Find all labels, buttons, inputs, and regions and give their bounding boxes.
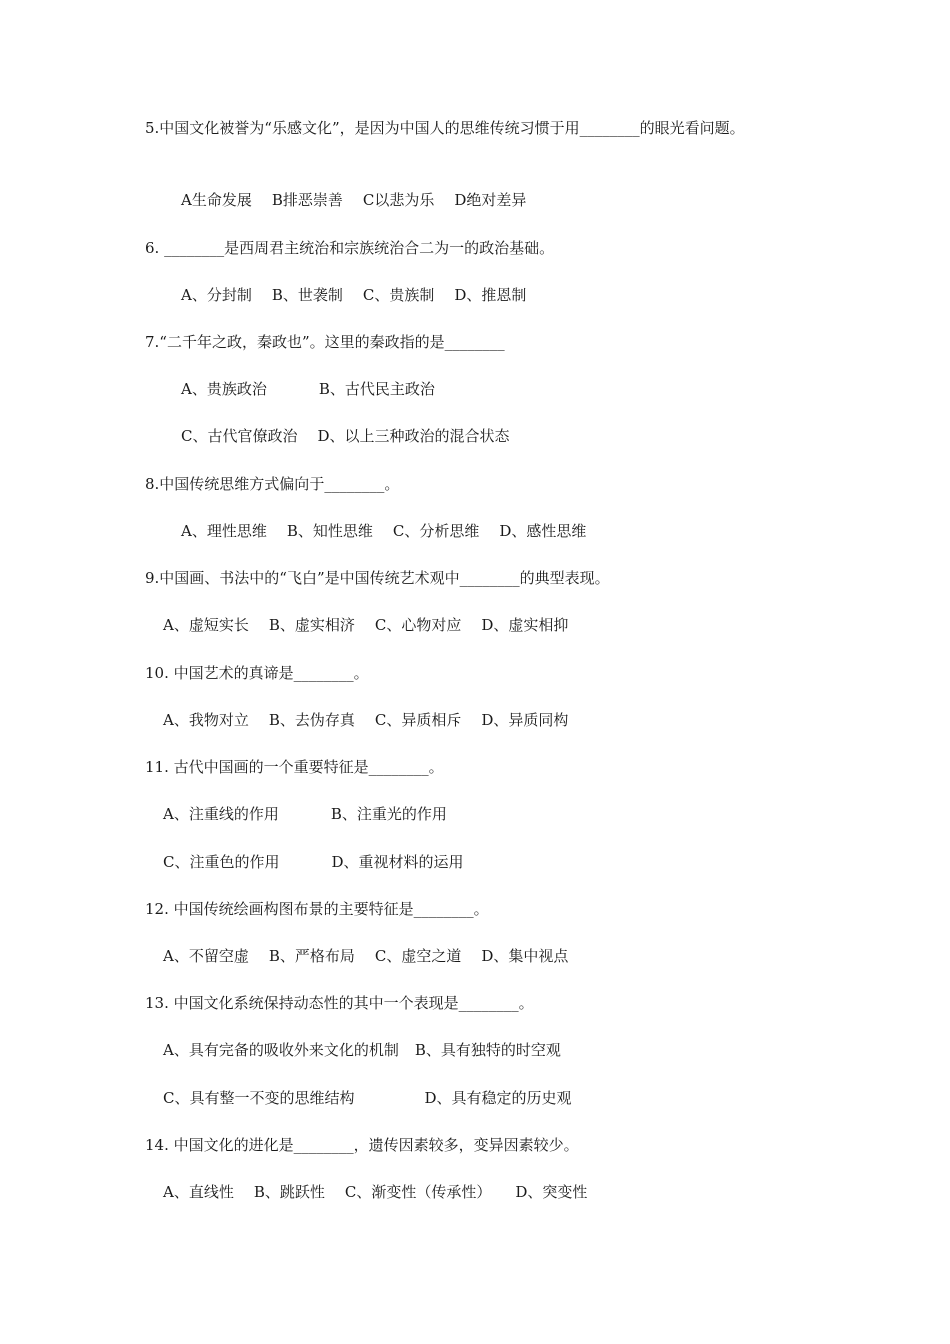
option-c: C、心物对应 [374, 616, 462, 634]
option-d: D、具有稳定的历史观 [424, 1089, 572, 1107]
option-b: B、具有独特的时空观 [414, 1041, 561, 1059]
option-b: B、跳跃性 [253, 1183, 325, 1201]
option-c: C以悲为乐 [362, 191, 435, 209]
option-b: B、去伪存真 [268, 711, 355, 729]
option-b: B、古代民主政治 [318, 380, 435, 398]
question-6-stem: 6. ________是西周君主统治和宗族统治合二为一的政治基础。 [145, 239, 555, 257]
question-8-options [181, 519, 586, 543]
question-9-options [163, 613, 568, 637]
question-7-options-row1 [181, 377, 435, 401]
option-d: D、推恩制 [454, 286, 527, 304]
option-b: B、知性思维 [286, 522, 373, 540]
question-6-options [181, 283, 526, 307]
option-a: A生命发展 [181, 191, 252, 209]
option-c: C、贵族制 [362, 286, 435, 304]
option-d: D、虚实相抑 [481, 616, 569, 634]
option-b: B、世袭制 [271, 286, 343, 304]
option-b: B、虚实相济 [268, 616, 355, 634]
option-a: A、注重线的作用 [163, 805, 279, 823]
question-13-stem: 13. 中国文化系统保持动态性的其中一个表现是________。 [145, 994, 534, 1012]
question-11-options-row2 [163, 850, 464, 874]
question-7-options-row2 [181, 424, 510, 448]
option-a: A、分封制 [181, 286, 252, 304]
question-11-options-row1 [163, 802, 447, 826]
option-c: C、注重色的作用 [163, 853, 280, 871]
option-d: D、突变性 [515, 1183, 588, 1201]
option-b: B、严格布局 [268, 947, 355, 965]
option-c: C、具有整一不变的思维结构 [163, 1089, 355, 1107]
question-5-stem: 5.中国文化被誉为“乐感文化”，是因为中国人的思维传统习惯于用________的眼光看问题。 [145, 119, 745, 137]
question-14-options [163, 1180, 587, 1204]
question-7-stem: 7.“二千年之政，秦政也”。这里的秦政指的是________ [145, 333, 505, 351]
question-10-options [163, 708, 568, 732]
option-d: D、集中视点 [481, 947, 569, 965]
option-d: D、以上三种政治的混合状态 [317, 427, 510, 445]
option-d: D、重视材料的运用 [331, 853, 464, 871]
question-12-stem: 12. 中国传统绘画构图布景的主要特征是________。 [145, 900, 489, 918]
option-b: B排恶崇善 [271, 191, 343, 209]
option-a: A、具有完备的吸收外来文化的机制 [163, 1041, 399, 1059]
question-13-options-row2 [163, 1086, 572, 1110]
option-c: C、古代官僚政治 [181, 427, 298, 445]
option-c: C、虚空之道 [374, 947, 462, 965]
question-9-stem: 9.中国画、书法中的“飞白”是中国传统艺术观中________的典型表现。 [145, 569, 610, 587]
option-d: D、异质同构 [481, 711, 569, 729]
option-a: A、理性思维 [181, 522, 267, 540]
option-a: A、不留空虚 [163, 947, 249, 965]
option-c: C、异质相斥 [374, 711, 462, 729]
question-10-stem: 10. 中国艺术的真谛是________。 [145, 664, 369, 682]
option-c: C、分析思维 [392, 522, 480, 540]
question-13-options-row1 [163, 1038, 561, 1062]
option-a: A、贵族政治 [181, 380, 267, 398]
option-a: A、直线性 [163, 1183, 234, 1201]
option-d: D绝对差异 [454, 191, 527, 209]
question-8-stem: 8.中国传统思维方式偏向于________。 [145, 475, 400, 493]
option-d: D、感性思维 [499, 522, 587, 540]
question-5-options [181, 188, 526, 212]
option-a: A、我物对立 [163, 711, 249, 729]
question-12-options [163, 944, 568, 968]
option-a: A、虚短实长 [163, 616, 249, 634]
option-b: B、注重光的作用 [330, 805, 447, 823]
question-14-stem: 14. 中国文化的进化是________，遗传因素较多，变异因素较少。 [145, 1136, 579, 1154]
option-c: C、渐变性（传承性） [344, 1183, 492, 1201]
question-11-stem: 11. 古代中国画的一个重要特征是________。 [145, 758, 444, 776]
